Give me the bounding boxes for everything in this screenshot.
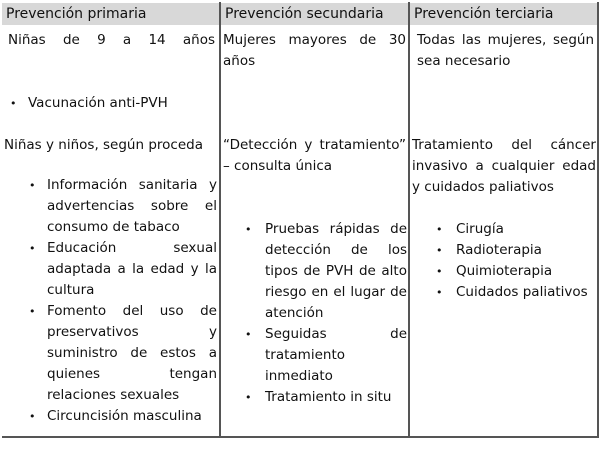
list-item (436, 240, 594, 261)
list-item (436, 282, 594, 303)
right-border (597, 2, 599, 438)
list-item (436, 261, 594, 282)
list-item-text: Tratamiento in situ (265, 389, 392, 405)
bullet-icon: • (245, 391, 252, 404)
bullet-icon: • (436, 223, 443, 236)
row2-secondary-text: “Detección y tratamiento” – consulta única (223, 137, 406, 174)
row1-secondary-text: Mujeres mayores de 30 años (223, 32, 406, 69)
list-item-text: Información sanitaria y advertencias sobre el consumo de tabaco (47, 177, 217, 235)
bullet-icon: • (29, 305, 36, 318)
list-item (10, 93, 213, 114)
row2-tertiary-text: Tratamiento del cáncer invasivo a cualquier edad y cuidados paliativos (412, 137, 596, 195)
row2-tertiary-list (436, 219, 594, 303)
list-item-text: Radioterapia (456, 242, 542, 258)
list-item (29, 238, 217, 301)
bullet-icon: • (29, 242, 36, 255)
bullet-icon: • (29, 410, 36, 423)
list-item (245, 219, 407, 324)
list-item (29, 175, 217, 238)
bottom-border (2, 436, 598, 438)
row1-primary-list (10, 93, 213, 114)
list-item-text: Educación sexual adaptada a la edad y la cultura (47, 240, 217, 298)
row1-primary-text: Niñas de 9 a 14 años (8, 32, 215, 48)
bullet-icon: • (29, 179, 36, 192)
list-item-text: Vacunación anti-PVH (28, 95, 168, 111)
list-item-text: Seguidas de tratamiento inmediato (265, 326, 407, 384)
list-item (29, 406, 217, 427)
list-item (245, 387, 407, 408)
list-item-text: Cuidados paliativos (456, 284, 588, 300)
header-tertiary: Prevención terciaria (410, 3, 598, 25)
row2-primary-text: Niñas y niños, según proceda (4, 137, 203, 153)
list-item (245, 324, 407, 387)
row2-secondary-list (245, 219, 407, 408)
bullet-icon: • (436, 286, 443, 299)
list-item-text: Fomento del uso de preservativos y suministro de estos a quienes tengan relaciones sexuales (47, 303, 217, 403)
header-primary: Prevención primaria (2, 3, 219, 25)
bullet-icon: • (10, 97, 17, 110)
bullet-icon: • (436, 265, 443, 278)
row2-primary-list (29, 175, 217, 427)
column-divider (408, 2, 410, 438)
list-item-text: Quimioterapia (456, 263, 553, 279)
bullet-icon: • (436, 244, 443, 257)
bullet-icon: • (245, 328, 252, 341)
list-item-text: Cirugía (456, 221, 504, 237)
header-secondary: Prevención secundaria (221, 3, 408, 25)
bullet-icon: • (245, 223, 252, 236)
row1-tertiary-text: Todas las mujeres, según sea necesario (417, 32, 594, 69)
list-item-text: Pruebas rápidas de detección de los tipos de PVH de alto riesgo en el lugar de atención (265, 221, 407, 321)
list-item (436, 219, 594, 240)
column-divider (219, 2, 221, 438)
list-item-text: Circuncisión masculina (47, 408, 202, 424)
list-item (29, 301, 217, 406)
